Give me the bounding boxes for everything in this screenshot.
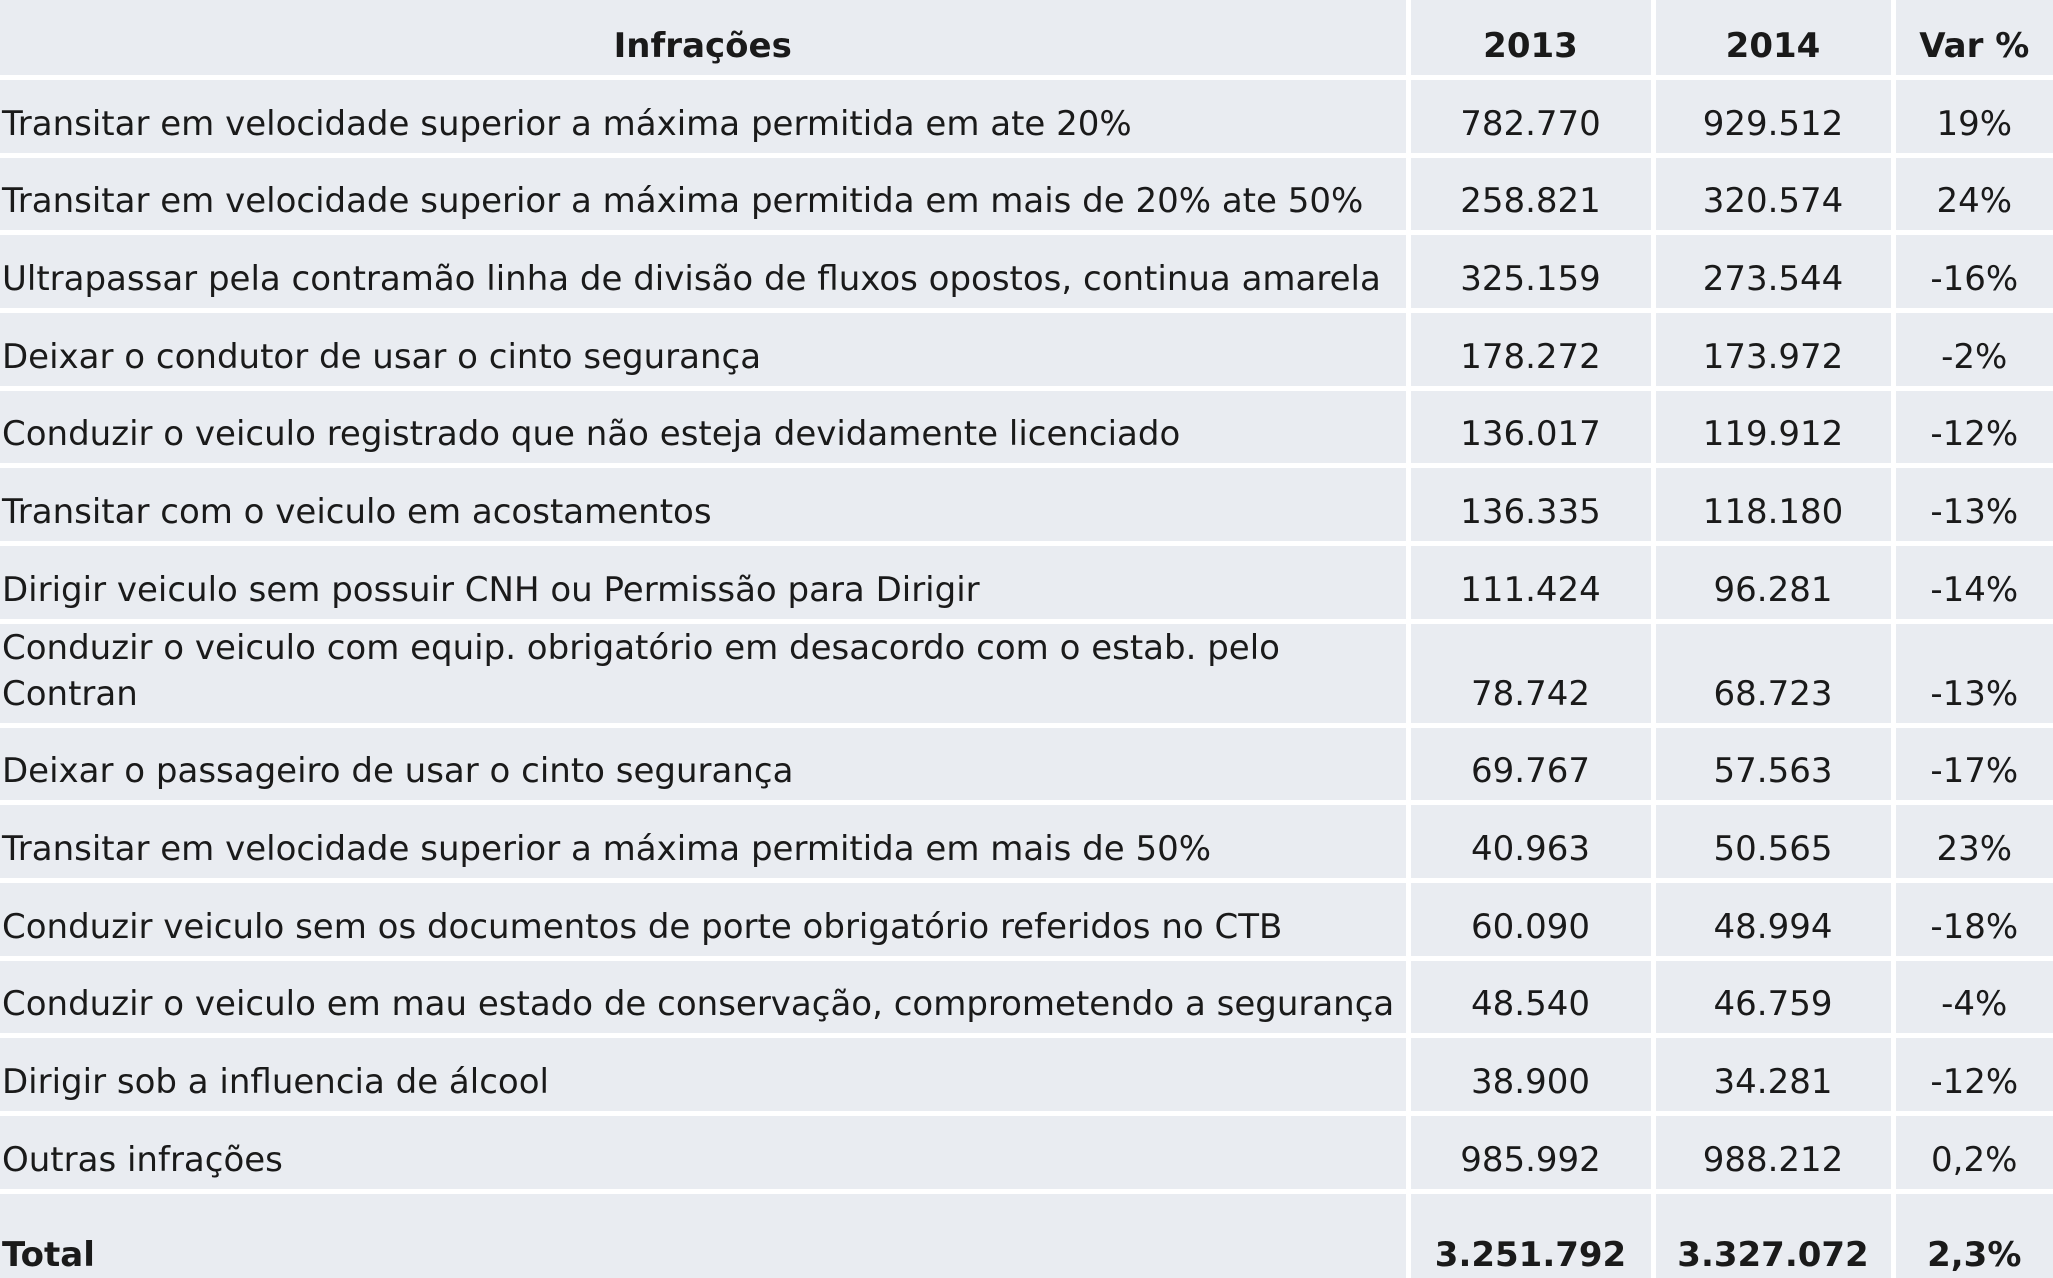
row-value-2014: 988.212 xyxy=(1653,1113,1893,1191)
row-var: -14% xyxy=(1893,544,2053,622)
row-value-2014: 46.759 xyxy=(1653,958,1893,1036)
row-name: Conduzir o veiculo em mau estado de conservação, comprometendo a segurança xyxy=(0,958,1408,1036)
header-infracoes: Infrações xyxy=(0,0,1408,78)
row-value-2013: 38.900 xyxy=(1408,1036,1653,1114)
row-name: Transitar em velocidade superior a máxima permitida em mais de 20% ate 50% xyxy=(0,155,1408,233)
row-var: -16% xyxy=(1893,233,2053,311)
row-name: Deixar o condutor de usar o cinto segurança xyxy=(0,311,1408,389)
table-row xyxy=(0,78,2053,156)
row-name: Transitar em velocidade superior a máxima permitida em mais de 50% xyxy=(0,803,1408,881)
table-row xyxy=(0,388,2053,466)
table-row xyxy=(0,1113,2053,1191)
row-name: Deixar o passageiro de usar o cinto segurança xyxy=(0,725,1408,803)
row-var: -12% xyxy=(1893,1036,2053,1114)
row-name: Ultrapassar pela contramão linha de divisão de fluxos opostos, continua amarela xyxy=(0,233,1408,311)
row-value-2014: 118.180 xyxy=(1653,466,1893,544)
row-value-2014: 320.574 xyxy=(1653,155,1893,233)
row-var: -18% xyxy=(1893,880,2053,958)
row-value-2014: 68.723 xyxy=(1653,621,1893,725)
total-value-2013: 3.251.792 xyxy=(1408,1191,1653,1278)
header-2013: 2013 xyxy=(1408,0,1653,78)
table-row xyxy=(0,466,2053,544)
row-name: Outras infrações xyxy=(0,1113,1408,1191)
row-value-2014: 273.544 xyxy=(1653,233,1893,311)
row-value-2014: 929.512 xyxy=(1653,78,1893,156)
row-value-2013: 40.963 xyxy=(1408,803,1653,881)
row-var: 23% xyxy=(1893,803,2053,881)
row-name: Conduzir veiculo sem os documentos de porte obrigatório referidos no CTB xyxy=(0,880,1408,958)
row-var: -4% xyxy=(1893,958,2053,1036)
table-row xyxy=(0,155,2053,233)
header-2014: 2014 xyxy=(1653,0,1893,78)
header-var: Var % xyxy=(1893,0,2053,78)
row-value-2014: 57.563 xyxy=(1653,725,1893,803)
table-row xyxy=(0,880,2053,958)
row-var: -13% xyxy=(1893,466,2053,544)
row-value-2013: 78.742 xyxy=(1408,621,1653,725)
table-total-row xyxy=(0,1191,2053,1278)
row-name: Conduzir o veiculo com equip. obrigatório em desacordo com o estab. pelo Contran xyxy=(0,621,1408,725)
row-name: Dirigir veiculo sem possuir CNH ou Permissão para Dirigir xyxy=(0,544,1408,622)
row-value-2013: 178.272 xyxy=(1408,311,1653,389)
table-row xyxy=(0,544,2053,622)
table-row xyxy=(0,958,2053,1036)
row-value-2013: 111.424 xyxy=(1408,544,1653,622)
row-value-2014: 48.994 xyxy=(1653,880,1893,958)
row-value-2013: 136.335 xyxy=(1408,466,1653,544)
table-row xyxy=(0,621,2053,725)
row-value-2013: 69.767 xyxy=(1408,725,1653,803)
row-value-2013: 325.159 xyxy=(1408,233,1653,311)
row-value-2014: 34.281 xyxy=(1653,1036,1893,1114)
row-var: -13% xyxy=(1893,621,2053,725)
row-var: -2% xyxy=(1893,311,2053,389)
row-name: Conduzir o veiculo registrado que não esteja devidamente licenciado xyxy=(0,388,1408,466)
row-value-2013: 782.770 xyxy=(1408,78,1653,156)
row-var: 0,2% xyxy=(1893,1113,2053,1191)
row-name: Transitar em velocidade superior a máxima permitida em ate 20% xyxy=(0,78,1408,156)
table-row xyxy=(0,1036,2053,1114)
row-var: 24% xyxy=(1893,155,2053,233)
table-row xyxy=(0,311,2053,389)
row-name: Transitar com o veiculo em acostamentos xyxy=(0,466,1408,544)
row-var: 19% xyxy=(1893,78,2053,156)
row-value-2014: 173.972 xyxy=(1653,311,1893,389)
row-value-2013: 60.090 xyxy=(1408,880,1653,958)
row-name: Dirigir sob a influencia de álcool xyxy=(0,1036,1408,1114)
table-row xyxy=(0,233,2053,311)
table-row xyxy=(0,803,2053,881)
row-var: -12% xyxy=(1893,388,2053,466)
row-value-2014: 96.281 xyxy=(1653,544,1893,622)
table-header-row xyxy=(0,0,2053,78)
total-label: Total xyxy=(0,1191,1408,1278)
row-var: -17% xyxy=(1893,725,2053,803)
row-value-2013: 48.540 xyxy=(1408,958,1653,1036)
row-value-2013: 258.821 xyxy=(1408,155,1653,233)
row-value-2014: 119.912 xyxy=(1653,388,1893,466)
row-value-2013: 985.992 xyxy=(1408,1113,1653,1191)
total-var: 2,3% xyxy=(1893,1191,2053,1278)
row-value-2013: 136.017 xyxy=(1408,388,1653,466)
total-value-2014: 3.327.072 xyxy=(1653,1191,1893,1278)
row-value-2014: 50.565 xyxy=(1653,803,1893,881)
table-row xyxy=(0,725,2053,803)
